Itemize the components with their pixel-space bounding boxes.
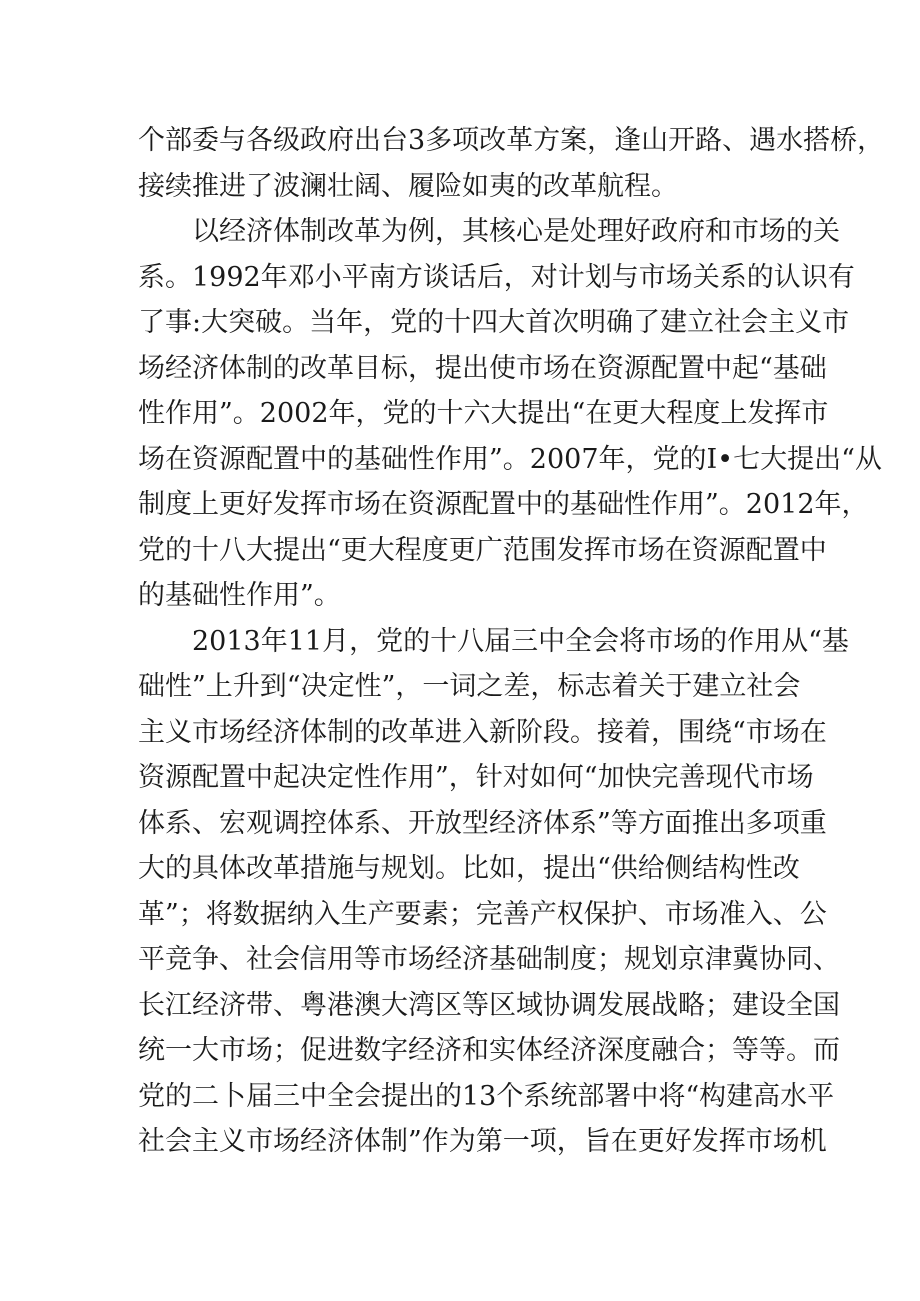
text-line: 系。1992年邓小平南方谈话后，对计划与市场关系的认识有 bbox=[138, 261, 855, 293]
paragraph-1 bbox=[138, 118, 885, 209]
paragraph-3 bbox=[138, 619, 849, 1165]
text-line: 场经济体制的改革目标，提出使市场在资源配置中起“基础 bbox=[138, 352, 827, 384]
text-line: 性作用”。2002年，党的十六大提出“在更大程度上发挥市 bbox=[138, 398, 829, 429]
text-line: 革”；将数据纳入生产要素；完善产权保护、市场准入、公 bbox=[138, 898, 827, 930]
text-line: 大的具体改革措施与规划。比如，提出“供给侧结构性改 bbox=[138, 853, 800, 884]
text-line: 场在资源配置中的基础性作用”。2007年，党的I•七大提出“从 bbox=[138, 443, 882, 475]
text-line: 党的十八大提出“更大程度更广范围发挥市场在资源配置中 bbox=[138, 534, 827, 566]
text-line: 平竞争、社会信用等市场经济基础制度；规划京津冀协同、 bbox=[138, 944, 840, 975]
text-line: 以经济体制改革为例，其核心是处理好政府和市场的关 bbox=[192, 216, 840, 247]
text-line: 资源配置中起决定性作用”，针对如何“加快完善现代市场 bbox=[138, 762, 814, 793]
text-line: 接续推进了波澜壮阔、履险如夷的改革航程。 bbox=[138, 170, 678, 202]
text-line: 2013年11月，党的十八届三中全会将市场的作用从“基 bbox=[192, 625, 849, 657]
document-body bbox=[138, 118, 885, 1165]
text-line: 个部委与各级政府出台3多项改革方案，逢山开路、遇水搭桥， bbox=[138, 125, 885, 156]
text-line: 主义市场经济体制的改革进入新阶段。接着，围绕“市场在 bbox=[138, 716, 827, 748]
text-line: 的基础性作用”。 bbox=[138, 580, 341, 611]
text-line: 党的二卜届三中全会提出的13个系统部署中将“构建高水平 bbox=[138, 1080, 835, 1112]
paragraph-2 bbox=[138, 209, 882, 619]
text-line: 了事:大突破。当年，党的十四大首次明确了建立社会主义市 bbox=[138, 307, 850, 338]
text-line: 社会主义市场经济体制”作为第一项，旨在更好发挥市场机 bbox=[138, 1126, 827, 1157]
text-line: 制度上更好发挥市场在资源配置中的基础性作用”。2012年， bbox=[138, 489, 869, 520]
text-line: 统一大市场；促进数字经济和实体经济深度融合；等等。而 bbox=[138, 1035, 840, 1066]
text-line: 体系、宏观调控体系、开放型经济体系”等方面推出多项重 bbox=[138, 807, 827, 839]
text-line: 础性”上升到“决定性”，一词之差，标志着关于建立社会 bbox=[138, 671, 801, 702]
text-line: 长江经济带、粤港澳大湾区等区域协调发展战略；建设全国 bbox=[138, 989, 840, 1021]
